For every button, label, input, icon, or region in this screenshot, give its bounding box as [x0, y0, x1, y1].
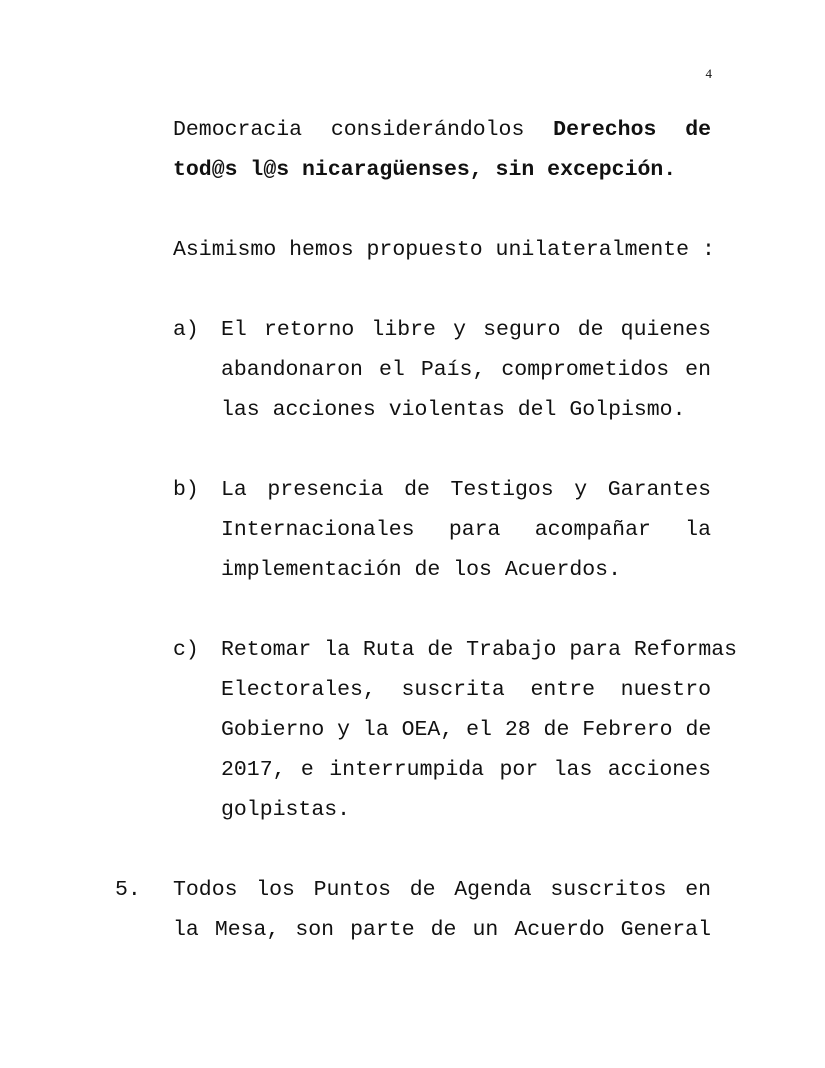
intro-line-1	[173, 110, 711, 150]
item-a-line-2: abandonaron el País, comprometidos en	[221, 358, 711, 382]
item-a-marker: a)	[173, 318, 199, 342]
intro-bold-text: Derechos de	[553, 118, 711, 142]
asimismo-line: Asimismo hemos propuesto unilateralmente :	[173, 238, 715, 262]
item-c-marker: c)	[173, 638, 199, 662]
item-b-line-3: implementación de los Acuerdos.	[221, 558, 621, 582]
point-5-line-2: la Mesa, son parte de un Acuerdo General	[173, 918, 711, 942]
item-b-line-2: Internacionales para acompañar la	[221, 518, 711, 542]
item-c-line-3: Gobierno y la OEA, el 28 de Febrero de	[221, 718, 712, 742]
item-b-line-1: La presencia de Testigos y Garantes	[221, 478, 711, 502]
item-b-marker: b)	[173, 478, 199, 502]
item-a-line-3: las acciones violentas del Golpismo.	[221, 398, 686, 422]
item-c-line-5: golpistas.	[221, 798, 351, 822]
item-c-line-4: 2017, e interrumpida por las acciones	[221, 758, 711, 782]
item-a-line-1: El retorno libre y seguro de quienes	[221, 318, 711, 342]
item-c-line-1: Retomar la Ruta de Trabajo para Reformas	[221, 638, 738, 662]
item-c-line-2: Electorales, suscrita entre nuestro	[221, 678, 711, 702]
intro-text: Democracia considerándolos	[173, 118, 554, 142]
page-number: 4	[705, 66, 712, 81]
point-5-marker: 5.	[115, 878, 141, 902]
intro-line-2: tod@s l@s nicaragüenses, sin excepción.	[173, 158, 677, 182]
point-5-line-1: Todos los Puntos de Agenda suscritos en	[173, 878, 711, 902]
